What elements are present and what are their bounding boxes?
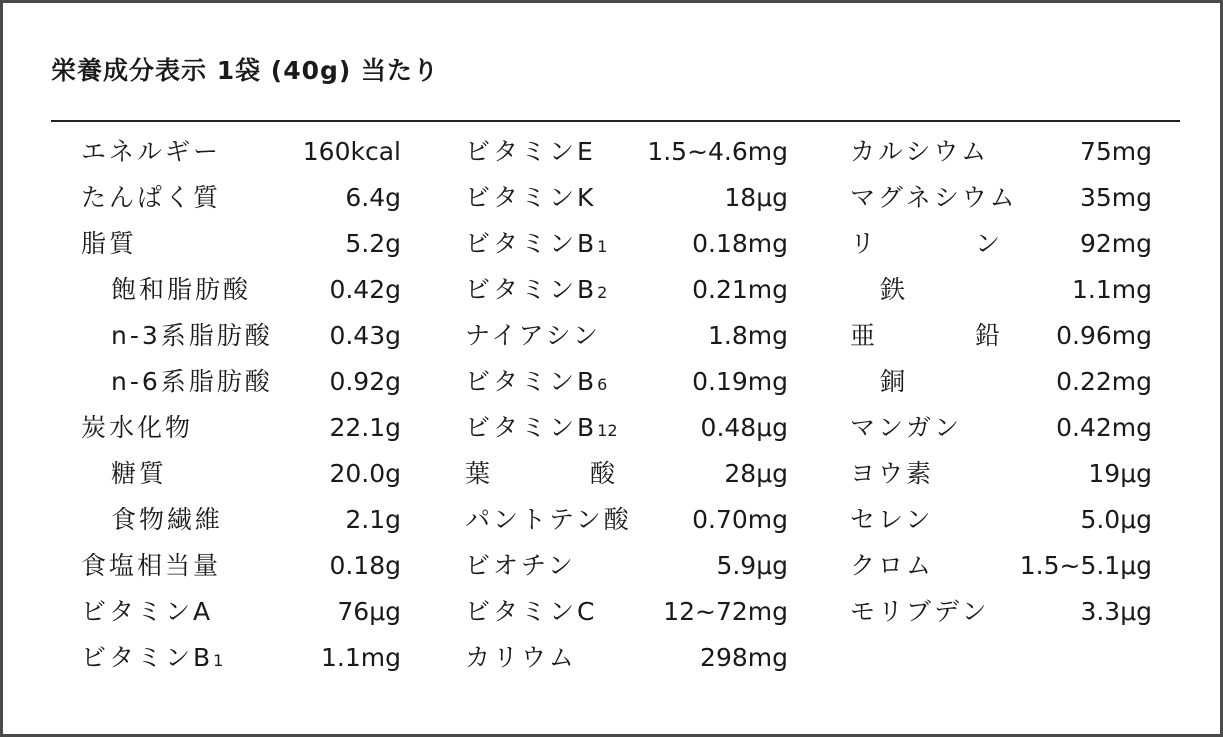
nutrient-label bbox=[880, 359, 908, 405]
nutrient-label bbox=[850, 589, 990, 635]
nutrient-label bbox=[111, 451, 167, 497]
nutrient-row bbox=[81, 313, 401, 359]
nutrient-row bbox=[850, 451, 1152, 497]
nutrient-label bbox=[81, 589, 213, 635]
nutrient-label bbox=[465, 589, 597, 635]
nutrient-value: 2.1g bbox=[345, 505, 401, 534]
nutrient-value: 0.18mg bbox=[692, 229, 788, 258]
nutrient-label-text: ビタミンE bbox=[465, 137, 596, 166]
nutrient-row bbox=[81, 221, 401, 267]
nutrient-row bbox=[81, 359, 401, 405]
nutrient-row bbox=[465, 635, 788, 681]
nutrient-label-char: ン bbox=[975, 229, 1001, 258]
nutrient-row bbox=[850, 313, 1152, 359]
nutrient-row bbox=[81, 635, 401, 681]
nutrient-value: 1.8mg bbox=[708, 321, 788, 350]
nutrient-value: 1.1mg bbox=[1072, 275, 1152, 304]
nutrient-column-1 bbox=[81, 137, 401, 681]
nutrient-value: 0.18g bbox=[329, 551, 401, 580]
nutrient-value: 1.1mg bbox=[321, 643, 401, 672]
nutrient-label-text: ビタミンB bbox=[465, 367, 598, 396]
nutrient-label-text: 銅 bbox=[880, 367, 909, 396]
nutrient-value: 20.0g bbox=[329, 459, 401, 488]
nutrient-label bbox=[465, 359, 607, 408]
nutrient-label bbox=[850, 405, 962, 451]
nutrient-row bbox=[850, 267, 1152, 313]
nutrient-label-text: 食塩相当量 bbox=[81, 551, 222, 580]
nutrient-value: 1.5~4.6mg bbox=[647, 137, 788, 166]
nutrient-label bbox=[81, 221, 137, 267]
nutrient-row bbox=[81, 497, 401, 543]
nutrient-label-text: クロム bbox=[850, 551, 935, 580]
nutrient-value: 0.43g bbox=[329, 321, 401, 350]
nutrient-label bbox=[850, 175, 1018, 221]
nutrient-value: 19μg bbox=[1088, 459, 1152, 488]
nutrient-row bbox=[465, 359, 788, 405]
nutrient-value: 6.4g bbox=[345, 183, 401, 212]
nutrient-row bbox=[850, 543, 1152, 589]
nutrient-label-text: 食物繊維 bbox=[111, 505, 224, 534]
nutrient-row bbox=[850, 129, 1152, 175]
nutrient-label-text: n-3系脂肪酸 bbox=[111, 321, 273, 350]
nutrient-label-text: n-6系脂肪酸 bbox=[111, 367, 273, 396]
nutrient-label-text: セレン bbox=[850, 505, 934, 534]
nutrient-label bbox=[850, 543, 934, 589]
nutrient-label-text: モリブデン bbox=[850, 597, 990, 626]
nutrient-value: 12~72mg bbox=[663, 597, 788, 626]
nutrient-label bbox=[81, 129, 221, 175]
nutrient-label bbox=[465, 313, 601, 359]
title-divider bbox=[51, 120, 1180, 122]
nutrient-label bbox=[81, 405, 193, 451]
nutrient-row bbox=[850, 359, 1152, 405]
nutrient-row bbox=[465, 175, 788, 221]
nutrient-value: 0.22mg bbox=[1056, 367, 1152, 396]
nutrient-value: 0.92g bbox=[329, 367, 401, 396]
nutrient-row bbox=[465, 543, 788, 589]
nutrient-value: 5.0μg bbox=[1080, 505, 1152, 534]
nutrient-row bbox=[850, 497, 1152, 543]
nutrient-label-text: ビタミンK bbox=[465, 183, 597, 212]
nutrient-label-char: 亜 bbox=[850, 321, 876, 350]
nutrient-value: 0.42g bbox=[329, 275, 401, 304]
nutrient-label bbox=[465, 635, 577, 681]
nutrient-label-text: 炭水化物 bbox=[81, 413, 194, 442]
nutrient-label bbox=[850, 497, 933, 543]
nutrient-label bbox=[880, 267, 908, 313]
nutrient-label-subscript: 2 bbox=[597, 283, 608, 302]
nutrient-label bbox=[465, 405, 618, 454]
nutrient-value: 76μg bbox=[337, 597, 401, 626]
nutrient-label-text: ビタミンB bbox=[81, 643, 214, 672]
nutrient-label-text: カリウム bbox=[465, 643, 577, 672]
nutrient-row bbox=[465, 129, 788, 175]
nutrient-row bbox=[81, 267, 401, 313]
nutrient-row bbox=[465, 313, 788, 359]
nutrient-value: 0.21mg bbox=[692, 275, 788, 304]
nutrient-label-char: 酸 bbox=[590, 459, 616, 488]
nutrient-label bbox=[111, 497, 223, 543]
nutrient-value: 0.48μg bbox=[700, 413, 788, 442]
nutrient-label-text: ビタミンC bbox=[465, 597, 598, 626]
nutrient-label bbox=[81, 175, 221, 221]
nutrient-label-text: マンガン bbox=[850, 413, 963, 442]
nutrient-value: 35mg bbox=[1079, 183, 1152, 212]
nutrient-column-3 bbox=[850, 137, 1152, 635]
nutrient-label-text: ビタミンA bbox=[81, 597, 214, 626]
nutrient-value: 0.42mg bbox=[1056, 413, 1152, 442]
nutrient-row bbox=[465, 451, 788, 497]
nutrient-row bbox=[465, 497, 788, 543]
nutrient-row bbox=[465, 589, 788, 635]
nutrient-label bbox=[850, 129, 989, 175]
nutrient-label-text: 糖質 bbox=[111, 459, 168, 488]
nutrient-label bbox=[465, 543, 576, 589]
nutrient-label-char: 葉 bbox=[465, 459, 491, 488]
nutrient-value: 22.1g bbox=[329, 413, 401, 442]
nutrient-label-text: 脂質 bbox=[81, 229, 138, 258]
panel-title: 栄養成分表示 1袋 (40g) 当たり bbox=[51, 56, 440, 85]
nutrient-row bbox=[850, 175, 1152, 221]
nutrient-label-text: マグネシウム bbox=[850, 183, 1018, 212]
nutrient-value: 28μg bbox=[724, 459, 788, 488]
nutrient-label bbox=[465, 129, 596, 175]
nutrient-value: 1.5~5.1μg bbox=[1019, 551, 1152, 580]
nutrient-value: 5.9μg bbox=[716, 551, 788, 580]
nutrient-label-text: 鉄 bbox=[880, 275, 909, 304]
nutrient-label bbox=[111, 267, 251, 313]
nutrient-label-text: パントテン酸 bbox=[465, 505, 632, 534]
nutrient-label-text: 飽和脂肪酸 bbox=[111, 275, 252, 304]
nutrient-value: 18μg bbox=[724, 183, 788, 212]
nutrient-label-subscript: 1 bbox=[597, 237, 608, 256]
nutrient-label-subscript: 6 bbox=[597, 375, 608, 394]
nutrient-value: 0.96mg bbox=[1056, 321, 1152, 350]
nutrient-label-text: たんぱく質 bbox=[81, 183, 222, 212]
nutrient-label-text: ヨウ素 bbox=[850, 459, 935, 488]
nutrient-row bbox=[850, 589, 1152, 635]
nutrient-label bbox=[465, 221, 607, 270]
nutrient-label-text: エネルギー bbox=[81, 137, 222, 166]
nutrient-row bbox=[850, 405, 1152, 451]
nutrient-label bbox=[465, 497, 632, 543]
nutrient-value: 92mg bbox=[1079, 229, 1152, 258]
nutrient-row bbox=[81, 129, 401, 175]
nutrient-label bbox=[465, 267, 607, 316]
nutrient-row bbox=[81, 589, 401, 635]
nutrient-label-text: カルシウム bbox=[850, 137, 990, 166]
nutrient-label-char: リ bbox=[850, 229, 876, 258]
nutrient-row bbox=[465, 267, 788, 313]
nutrient-label bbox=[111, 313, 273, 359]
nutrient-value: 3.3μg bbox=[1080, 597, 1152, 626]
nutrient-value: 0.70mg bbox=[692, 505, 788, 534]
nutrient-label bbox=[465, 175, 596, 221]
nutrient-label-text: ビタミンB bbox=[465, 413, 598, 442]
nutrient-value: 5.2g bbox=[345, 229, 401, 258]
nutrient-value: 0.19mg bbox=[692, 367, 788, 396]
nutrient-row bbox=[81, 451, 401, 497]
nutrient-label-text: ビタミンB bbox=[465, 275, 598, 304]
nutrient-label-text: ビオチン bbox=[465, 551, 576, 580]
nutrient-column-2 bbox=[465, 137, 788, 681]
nutrient-row bbox=[81, 175, 401, 221]
nutrient-row bbox=[465, 405, 788, 451]
nutrient-label bbox=[111, 359, 273, 405]
nutrient-value: 160kcal bbox=[302, 137, 401, 166]
nutrient-label-text: ビタミンB bbox=[465, 229, 598, 258]
nutrient-label bbox=[81, 543, 221, 589]
nutrient-label bbox=[850, 451, 934, 497]
nutrient-row bbox=[465, 221, 788, 267]
nutrient-row bbox=[81, 405, 401, 451]
nutrient-value: 75mg bbox=[1079, 137, 1152, 166]
nutrient-row bbox=[81, 543, 401, 589]
nutrient-label-subscript: 1 bbox=[213, 651, 224, 670]
nutrient-label-text: ナイアシン bbox=[465, 321, 601, 350]
nutrient-label bbox=[81, 635, 223, 684]
nutrient-row bbox=[850, 221, 1152, 267]
nutrient-label-subscript: 12 bbox=[597, 421, 618, 440]
nutrient-value: 298mg bbox=[700, 643, 788, 672]
nutrient-label-char: 鉛 bbox=[975, 321, 1001, 350]
